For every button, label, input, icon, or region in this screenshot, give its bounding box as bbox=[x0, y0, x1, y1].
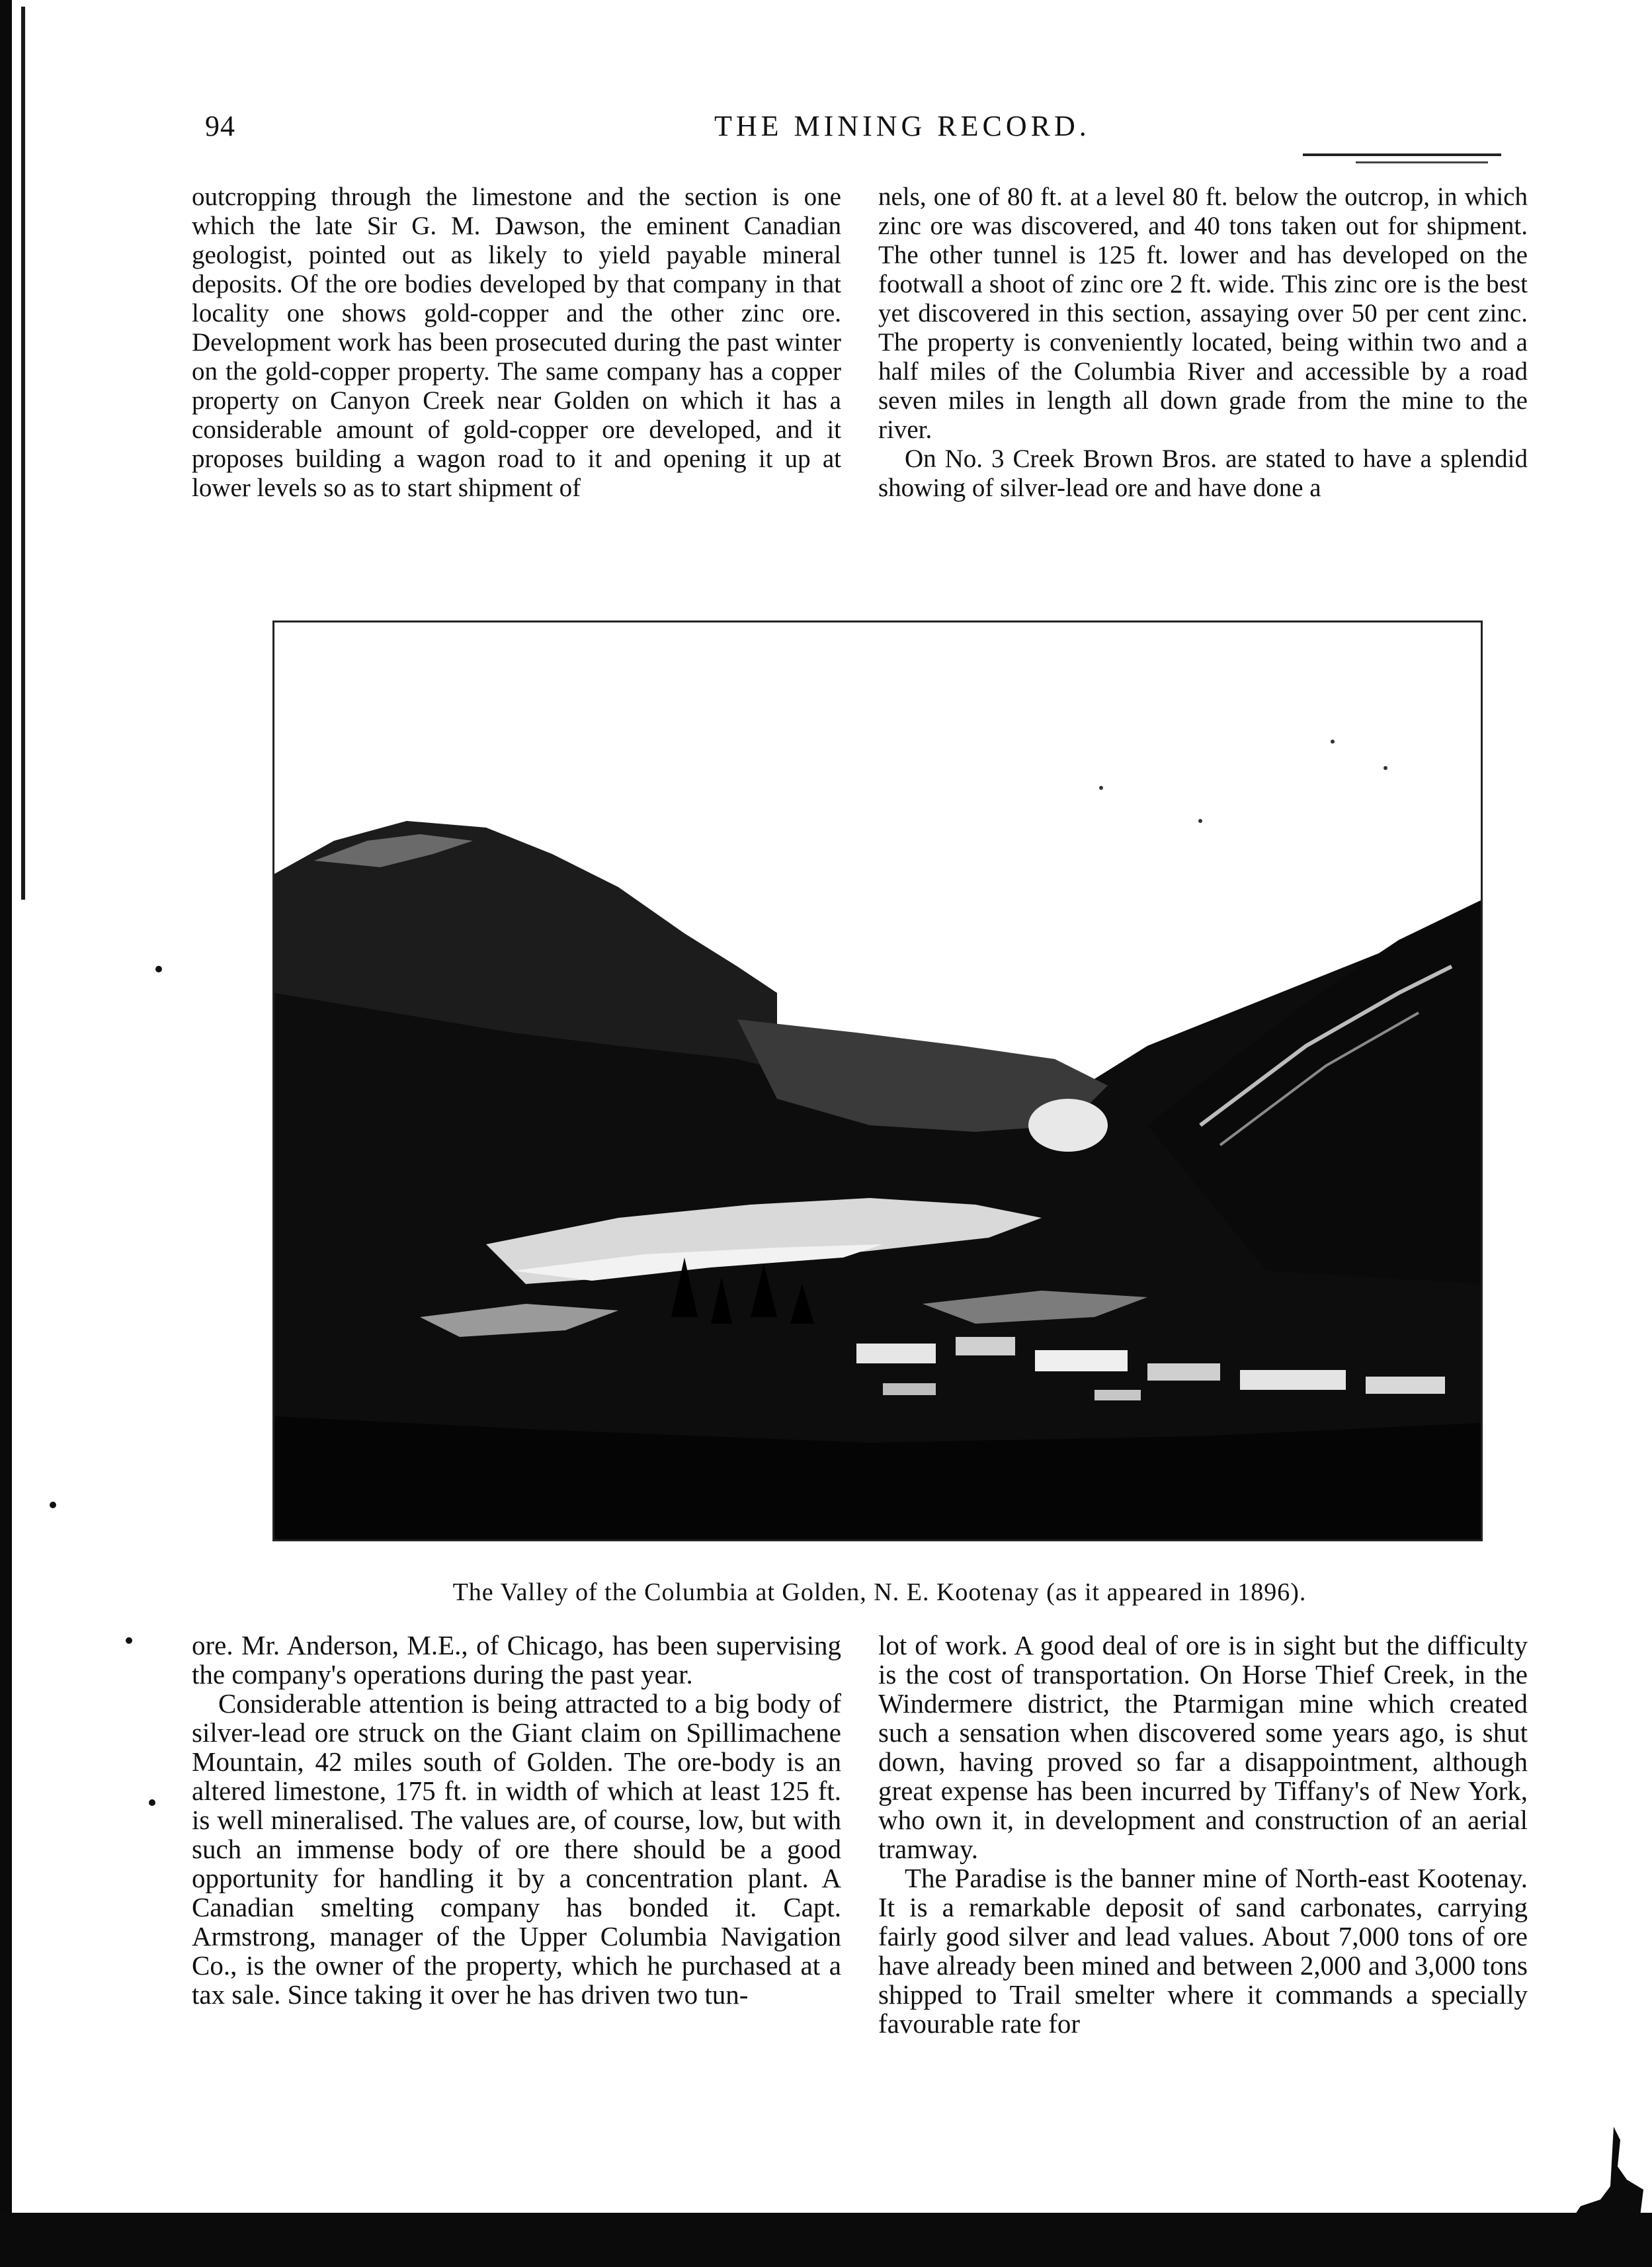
page-number: 94 bbox=[205, 110, 235, 142]
scan-speck bbox=[149, 1799, 155, 1806]
figure-caption: The Valley of the Columbia at Golden, N. E. Kootenay (as it appeared in 1896). bbox=[452, 1578, 1307, 1606]
paragraph: nels, one of 80 ft. at a level 80 ft. below the outcrop, in which zinc ore was discovered, and 40 tons taken out for shipment. The other tunnel is 125 ft. lower and has developed on the footwall a shoot of zinc ore 2 ft. wide. This zinc ore is the best yet discovered in this section, assaying over 50 per cent zinc. The property is conveniently located, being within two and a half miles of the Columbia River and accessible by a road seven miles in length all down grade from the mine to the river. bbox=[878, 183, 1528, 444]
paragraph: ore. Mr. Anderson, M.E., of Chicago, has been supervising the company's operations during the past year. bbox=[192, 1630, 841, 1690]
scan-speck bbox=[126, 1637, 132, 1644]
paragraph: lot of work. A good deal of ore is in sight but the difficulty is the cost of transportation. On Horse Thief Creek, in the Windermere district, the Ptarmigan mine which created such a sensation when discovered some years ago, is shut down, having proved so far a disappointment, although great expense has been incurred by Tiffany's of New York, who own it, in development and construction of an aerial tramway. bbox=[878, 1630, 1528, 1864]
landscape-image bbox=[274, 622, 1481, 1539]
header-rule-secondary bbox=[1356, 161, 1488, 163]
ink-blot-mark bbox=[1574, 2127, 1647, 2216]
bottom-left-column bbox=[192, 1631, 841, 2186]
paragraph: Considerable attention is being attracted to a big body of silver-lead ore struck on the Giant claim on Spillimachene Mountain, 42 miles south of Golden. The ore-body is an altered limestone, 175 ft. in width of which at least 125 ft. is well mineralised. The values are, of course, low, but with such an immense body of ore there should be a good opportunity for handling it by a concentration plant. A Canadian smelting company has bonded it. Capt. Armstrong, manager of the Upper Columbia Navigation Co., is the owner of the property, which he purchased at a tax sale. Since taking it over he has driven two tun- bbox=[192, 1688, 841, 2010]
scan-border-line bbox=[21, 7, 25, 900]
bottom-right-column bbox=[878, 1631, 1528, 2186]
scan-speck bbox=[50, 1502, 56, 1508]
scan-border-left bbox=[0, 0, 12, 2267]
paragraph: The Paradise is the banner mine of North-east Kootenay. It is a remarkable deposit of sand carbonates, carrying fairly good silver and lead values. About 7,000 tons of ore have already been mined and between 2,000 and 3,000 tons shipped to Trail smelter where it commands a specially favourable rate for bbox=[878, 1863, 1528, 2039]
running-title: THE MINING RECORD. bbox=[714, 110, 1091, 142]
valley-photograph bbox=[272, 620, 1483, 1541]
scan-speck bbox=[155, 966, 162, 972]
paragraph: outcropping through the limestone and the section is one which the late Sir G. M. Dawson, the eminent Canadian geologist, pointed out as likely to yield payable mineral deposits. Of the ore bodies developed by that company in that locality one shows gold-copper and the other zinc ore. Development work has been prosecuted during the past winter on the gold-copper property. The same company has a copper property on Canyon Creek near Golden on which it has a considerable amount of gold-copper ore developed, and it proposes building a wagon road to it and opening it up at lower levels so as to start shipment of bbox=[192, 183, 841, 502]
paragraph: On No. 3 Creek Brown Bros. are stated to have a splendid showing of silver-lead ore and have done a bbox=[878, 445, 1528, 502]
scan-border-bottom bbox=[0, 2213, 1652, 2267]
header-rule bbox=[1303, 153, 1501, 156]
top-right-column bbox=[878, 183, 1528, 570]
top-left-column bbox=[192, 183, 841, 570]
